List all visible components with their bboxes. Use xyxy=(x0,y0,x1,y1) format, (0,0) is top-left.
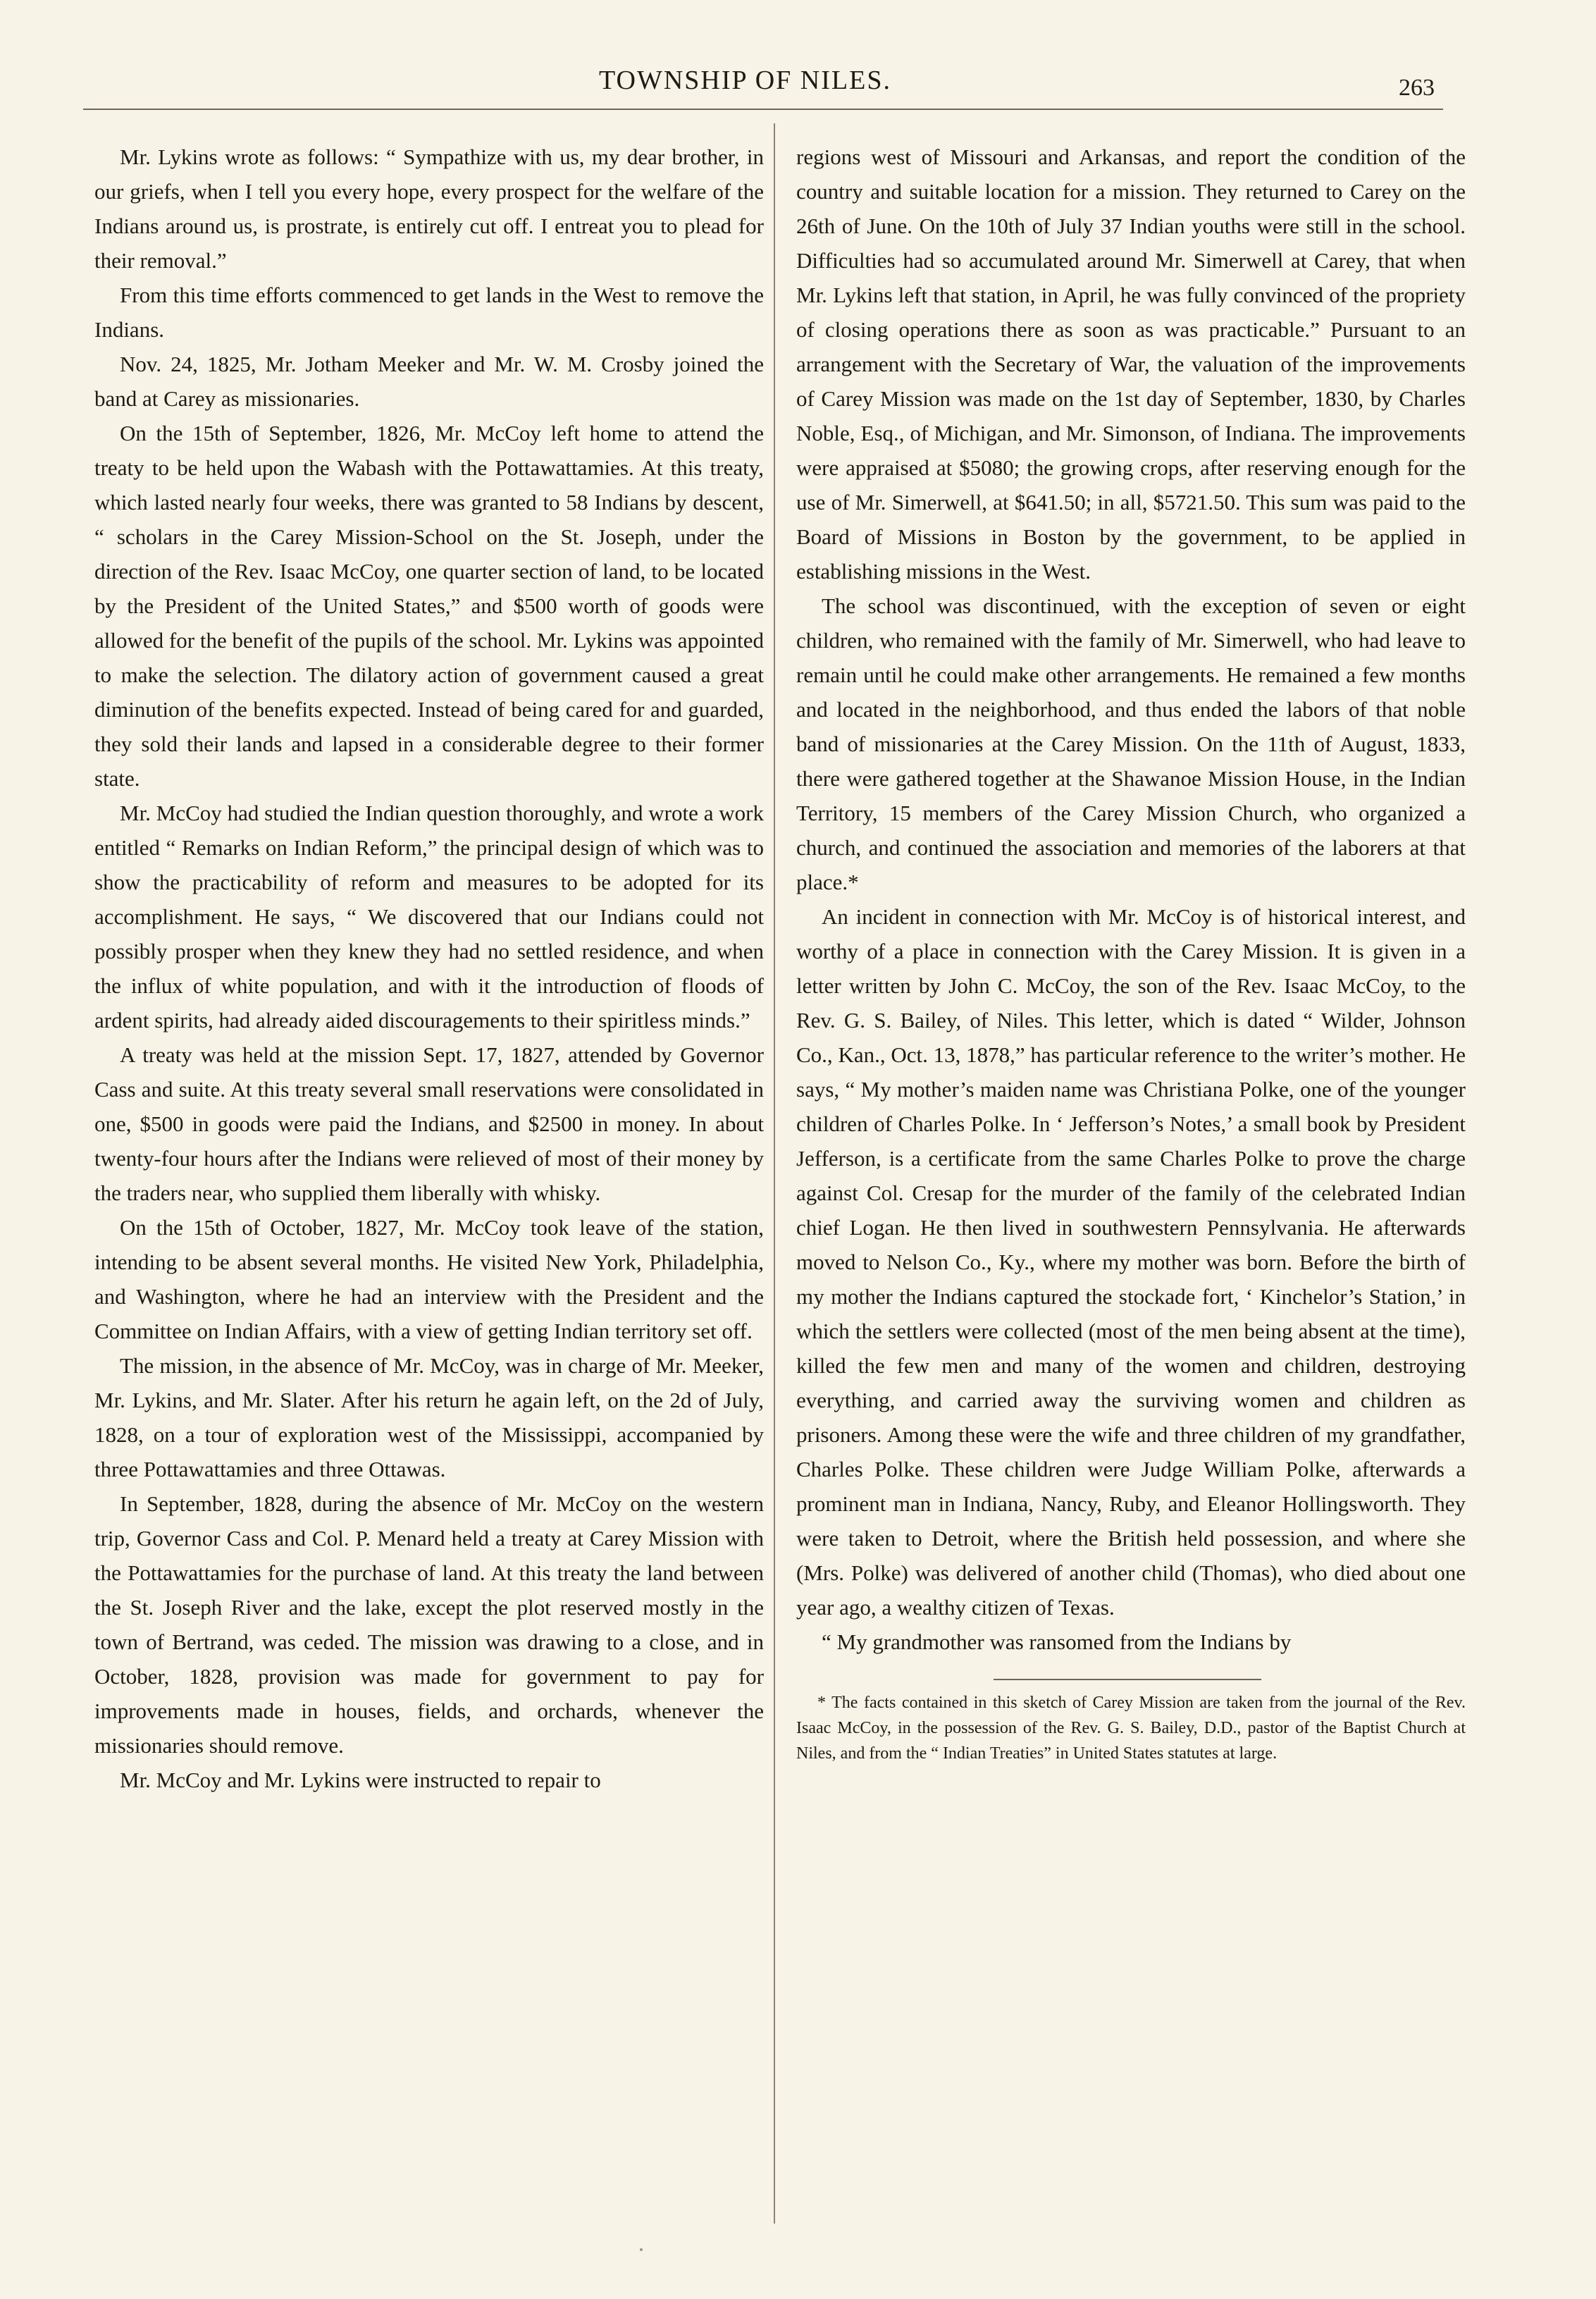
page-number: 263 xyxy=(1399,75,1435,101)
footnote: * The facts contained in this sketch of Carey Mission are taken from the journal of the Rev. Isaac McCoy, in the possession of the Rev. G. S. Bailey, D.D., pastor of the Baptist Church at Niles, and from the “ Indian Treaties” in United States statutes at large. xyxy=(796,1694,1466,1763)
header-rule xyxy=(83,109,1443,110)
footnote-rule xyxy=(994,1679,1261,1680)
paragraph: A treaty was held at the mission Sept. 17, 1827, attended by Governor Cass and suite. At this treaty several small reservations were consolidated in one, $500 in goods were paid the Indians, and $2500 in money. In about twenty-four hours after the Indians were relieved of most of their money by the traders near, who supplied them liberally with whisky. xyxy=(94,1042,764,1205)
left-column xyxy=(94,140,764,1797)
paragraph: On the 15th of October, 1827, Mr. McCoy took leave of the station, intending to be absent several months. He visited New York, Philadelphia, and Washington, where he had an interview with the President and the Committee on Indian Affairs, with a view of getting Indian territory set off. xyxy=(94,1215,764,1343)
printer-mark xyxy=(640,2248,643,2251)
paragraph: On the 15th of September, 1826, Mr. McCoy left home to attend the treaty to be held upon the Wabash with the Pottawattamies. At this treaty, which lasted nearly four weeks, there was granted to 58 Indians by descent, “ scholars in the Carey Mission-School on the St. Joseph, under the direction of the Rev. Isaac McCoy, one quarter section of land, to be located by the President of the United States,” and $500 worth of goods were allowed for the benefit of the pupils of the school. Mr. Lykins was appointed to make the selection. The dilatory action of government caused a great diminution of the benefits expected. Instead of being cared for and guarded, they sold their lands and lapsed in a considerable degree to their former state. xyxy=(94,421,764,791)
paragraph: In September, 1828, during the absence of Mr. McCoy on the western trip, Governor Cass and Col. P. Menard held a treaty at Carey Mission with the Pottawattamies for the purchase of land. At this treaty the land between the St. Joseph River and the lake, except the plot reserved mostly in the town of Bertrand, was ceded. The mission was drawing to a close, and in October, 1828, provision was made for government to pay for improvements made in houses, fields, and orchards, whenever the missionaries should remove. xyxy=(94,1491,764,1758)
paragraph: Nov. 24, 1825, Mr. Jotham Meeker and Mr. W. M. Crosby joined the band at Carey as missionaries. xyxy=(94,352,764,411)
column-divider xyxy=(774,123,775,2224)
paragraph: The school was discontinued, with the exception of seven or eight children, who remained with the family of Mr. Simerwell, who had leave to remain until he could make other arrangements. He remained a few months and located in the neighborhood, and thus ended the labors of that noble band of missionaries at the Carey Mission. On the 11th of August, 1833, there were gathered together at the Shawanoe Mission House, in the Indian Territory, 15 members of the Carey Mission Church, who organized a church, and continued the association and memories of the laborers at that place.* xyxy=(796,593,1466,894)
paragraph: Mr. Lykins wrote as follows: “ Sympathize with us, my dear brother, in our griefs, when I tell you every hope, every prospect for the welfare of the Indians around us, is prostrate, is entirely cut off. I entreat you to plead for their removal.” xyxy=(94,144,764,273)
paragraph: An incident in connection with Mr. McCoy is of historical interest, and worthy of a place in connection with the Carey Mission. It is given in a letter written by John C. McCoy, the son of the Rev. Isaac McCoy, to the Rev. G. S. Bailey, of Niles. This letter, which is dated “ Wilder, Johnson Co., Kan., Oct. 13, 1878,” has particular reference to the writer’s mother. He says, “ My mother’s maiden name was Christiana Polke, one of the younger children of Charles Polke. In ‘ Jefferson’s Notes,’ a small book by President Jefferson, is a certificate from the same Charles Polke to prove the charge against Col. Cresap for the murder of the family of the celebrated Indian chief Logan. He then lived in southwestern Pennsylvania. He afterwards moved to Nelson Co., Ky., where my mother was born. Before the birth of my mother the Indians captured the stockade fort, ‘ Kinchelor’s Station,’ in which the settlers were collected (most of the men being absent at the time), killed the few men and many of the women and children, destroying everything, and carried away the surviving women and children as prisoners. Among these were the wife and three children of my grandfather, Charles Polke. These children were Judge William Polke, afterwards a prominent man in Indiana, Nancy, Ruby, and Eleanor Hollingsworth. They were taken to Detroit, where the British held possession, and where she (Mrs. Polke) was delivered of another child (Thomas), who died about one year ago, a wealthy citizen of Texas. xyxy=(796,904,1466,1620)
paragraph: Mr. McCoy had studied the Indian question thoroughly, and wrote a work entitled “ Remarks on Indian Reform,” the principal design of which was to show the practicability of reform and measures to be adopted for its accomplishment. He says, “ We discovered that our Indians could not possibly prosper when they knew they had no settled residence, and when the influx of white population, and with it the introduction of floods of ardent spirits, had already aided discouragements to their spiritless minds.” xyxy=(94,801,764,1033)
right-column xyxy=(796,140,1466,1766)
paragraph: Mr. McCoy and Mr. Lykins were instructed to repair to xyxy=(120,1768,601,1792)
paragraph: From this time efforts commenced to get lands in the West to remove the Indians. xyxy=(94,283,764,342)
paragraph: regions west of Missouri and Arkansas, and report the condition of the country and suitable location for a mission. They returned to Carey on the 26th of June. On the 10th of July 37 Indian youths were still in the school. Difficulties had so accumulated around Mr. Simerwell at Carey, that when Mr. Lykins left that station, in April, he was fully convinced of the propriety of closing operations there as soon as was practicable.” Pursuant to an arrangement with the Secretary of War, the valuation of the improvements of Carey Mission was made on the 1st day of September, 1830, by Charles Noble, Esq., of Michigan, and Mr. Simonson, of Indiana. The improvements were appraised at $5080; the growing crops, after reserving enough for the use of Mr. Simerwell, at $641.50; in all, $5721.50. This sum was paid to the Board of Missions in Boston by the government, to be applied in establishing missions in the West. xyxy=(796,144,1466,584)
paragraph: The mission, in the absence of Mr. McCoy, was in charge of Mr. Meeker, Mr. Lykins, and Mr. Slater. After his return he again left, on the 2d of July, 1828, on a tour of exploration west of the Mississippi, accompanied by three Pottawattamies and three Ottawas. xyxy=(94,1353,764,1481)
running-head xyxy=(0,65,1596,107)
paragraph: “ My grandmother was ransomed from the Indians by xyxy=(822,1629,1292,1654)
page-title: TOWNSHIP OF NILES. xyxy=(599,66,891,95)
